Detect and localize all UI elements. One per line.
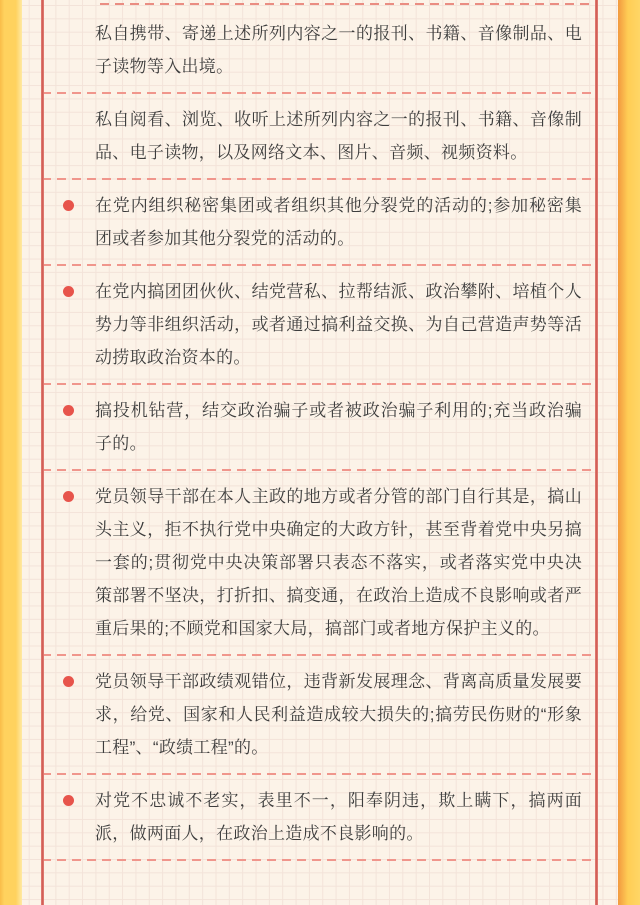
paragraph-item xyxy=(42,8,596,92)
paragraph-text: 对党不忠诚不老实，表里不一，阳奉阴违，欺上瞒下，搞两面派，做两面人，在政治上造成不良影响的。 xyxy=(95,791,582,843)
notebook-rule-right xyxy=(595,0,598,905)
paragraph-text: 党员领导干部在本人主政的地方或者分管的部门自行其是，搞山头主义，拒不执行党中央确定的大政方针，甚至背着党中央另搞一套的;贯彻党中央决策部署只表态不落实，或者落实党中央决策部署不坚决，打折扣、搞变通，在政治上造成不良影响或者严重后果的;不顾党和国家大局，搞部门或者地方保护主义的。 xyxy=(95,487,582,638)
paragraph-text: 私自阅看、浏览、收听上述所列内容之一的报刊、书籍、音像制品、电子读物，以及网络文本、图片、音频、视频资料。 xyxy=(95,110,582,162)
bullet-dot-icon xyxy=(63,286,74,297)
paragraph-text: 在党内搞团团伙伙、结党营私、拉帮结派、政治攀附、培植个人势力等非组织活动，或者通过搞利益交换、为自己营造声势等活动捞取政治资本的。 xyxy=(95,282,582,367)
bullet-dot-icon xyxy=(63,200,74,211)
list-item xyxy=(42,180,596,264)
left-yellow-border xyxy=(0,0,22,905)
notebook-rule-left xyxy=(41,0,44,905)
list-item xyxy=(42,775,596,859)
bullet-dot-icon xyxy=(63,795,74,806)
dashed-divider xyxy=(42,859,596,861)
list-item xyxy=(42,385,596,469)
top-dashed-divider xyxy=(100,3,596,5)
paragraph-text: 私自携带、寄递上述所列内容之一的报刊、书籍、音像制品、电子读物等入出境。 xyxy=(95,24,582,76)
right-yellow-border xyxy=(618,0,640,905)
content-column xyxy=(42,8,596,861)
paragraph-text: 在党内组织秘密集团或者组织其他分裂党的活动的;参加秘密集团或者参加其他分裂党的活动的。 xyxy=(95,196,582,248)
list-item xyxy=(42,266,596,383)
paragraph-item xyxy=(42,94,596,178)
paragraph-text: 搞投机钻营，结交政治骗子或者被政治骗子利用的;充当政治骗子的。 xyxy=(95,401,582,453)
list-item xyxy=(42,471,596,654)
paragraph-text: 党员领导干部政绩观错位，违背新发展理念、背离高质量发展要求，给党、国家和人民利益造成较大损失的;搞劳民伤财的“形象工程”、“政绩工程”的。 xyxy=(95,672,582,757)
bullet-dot-icon xyxy=(63,405,74,416)
bullet-dot-icon xyxy=(63,491,74,502)
list-item xyxy=(42,656,596,773)
bullet-dot-icon xyxy=(63,676,74,687)
